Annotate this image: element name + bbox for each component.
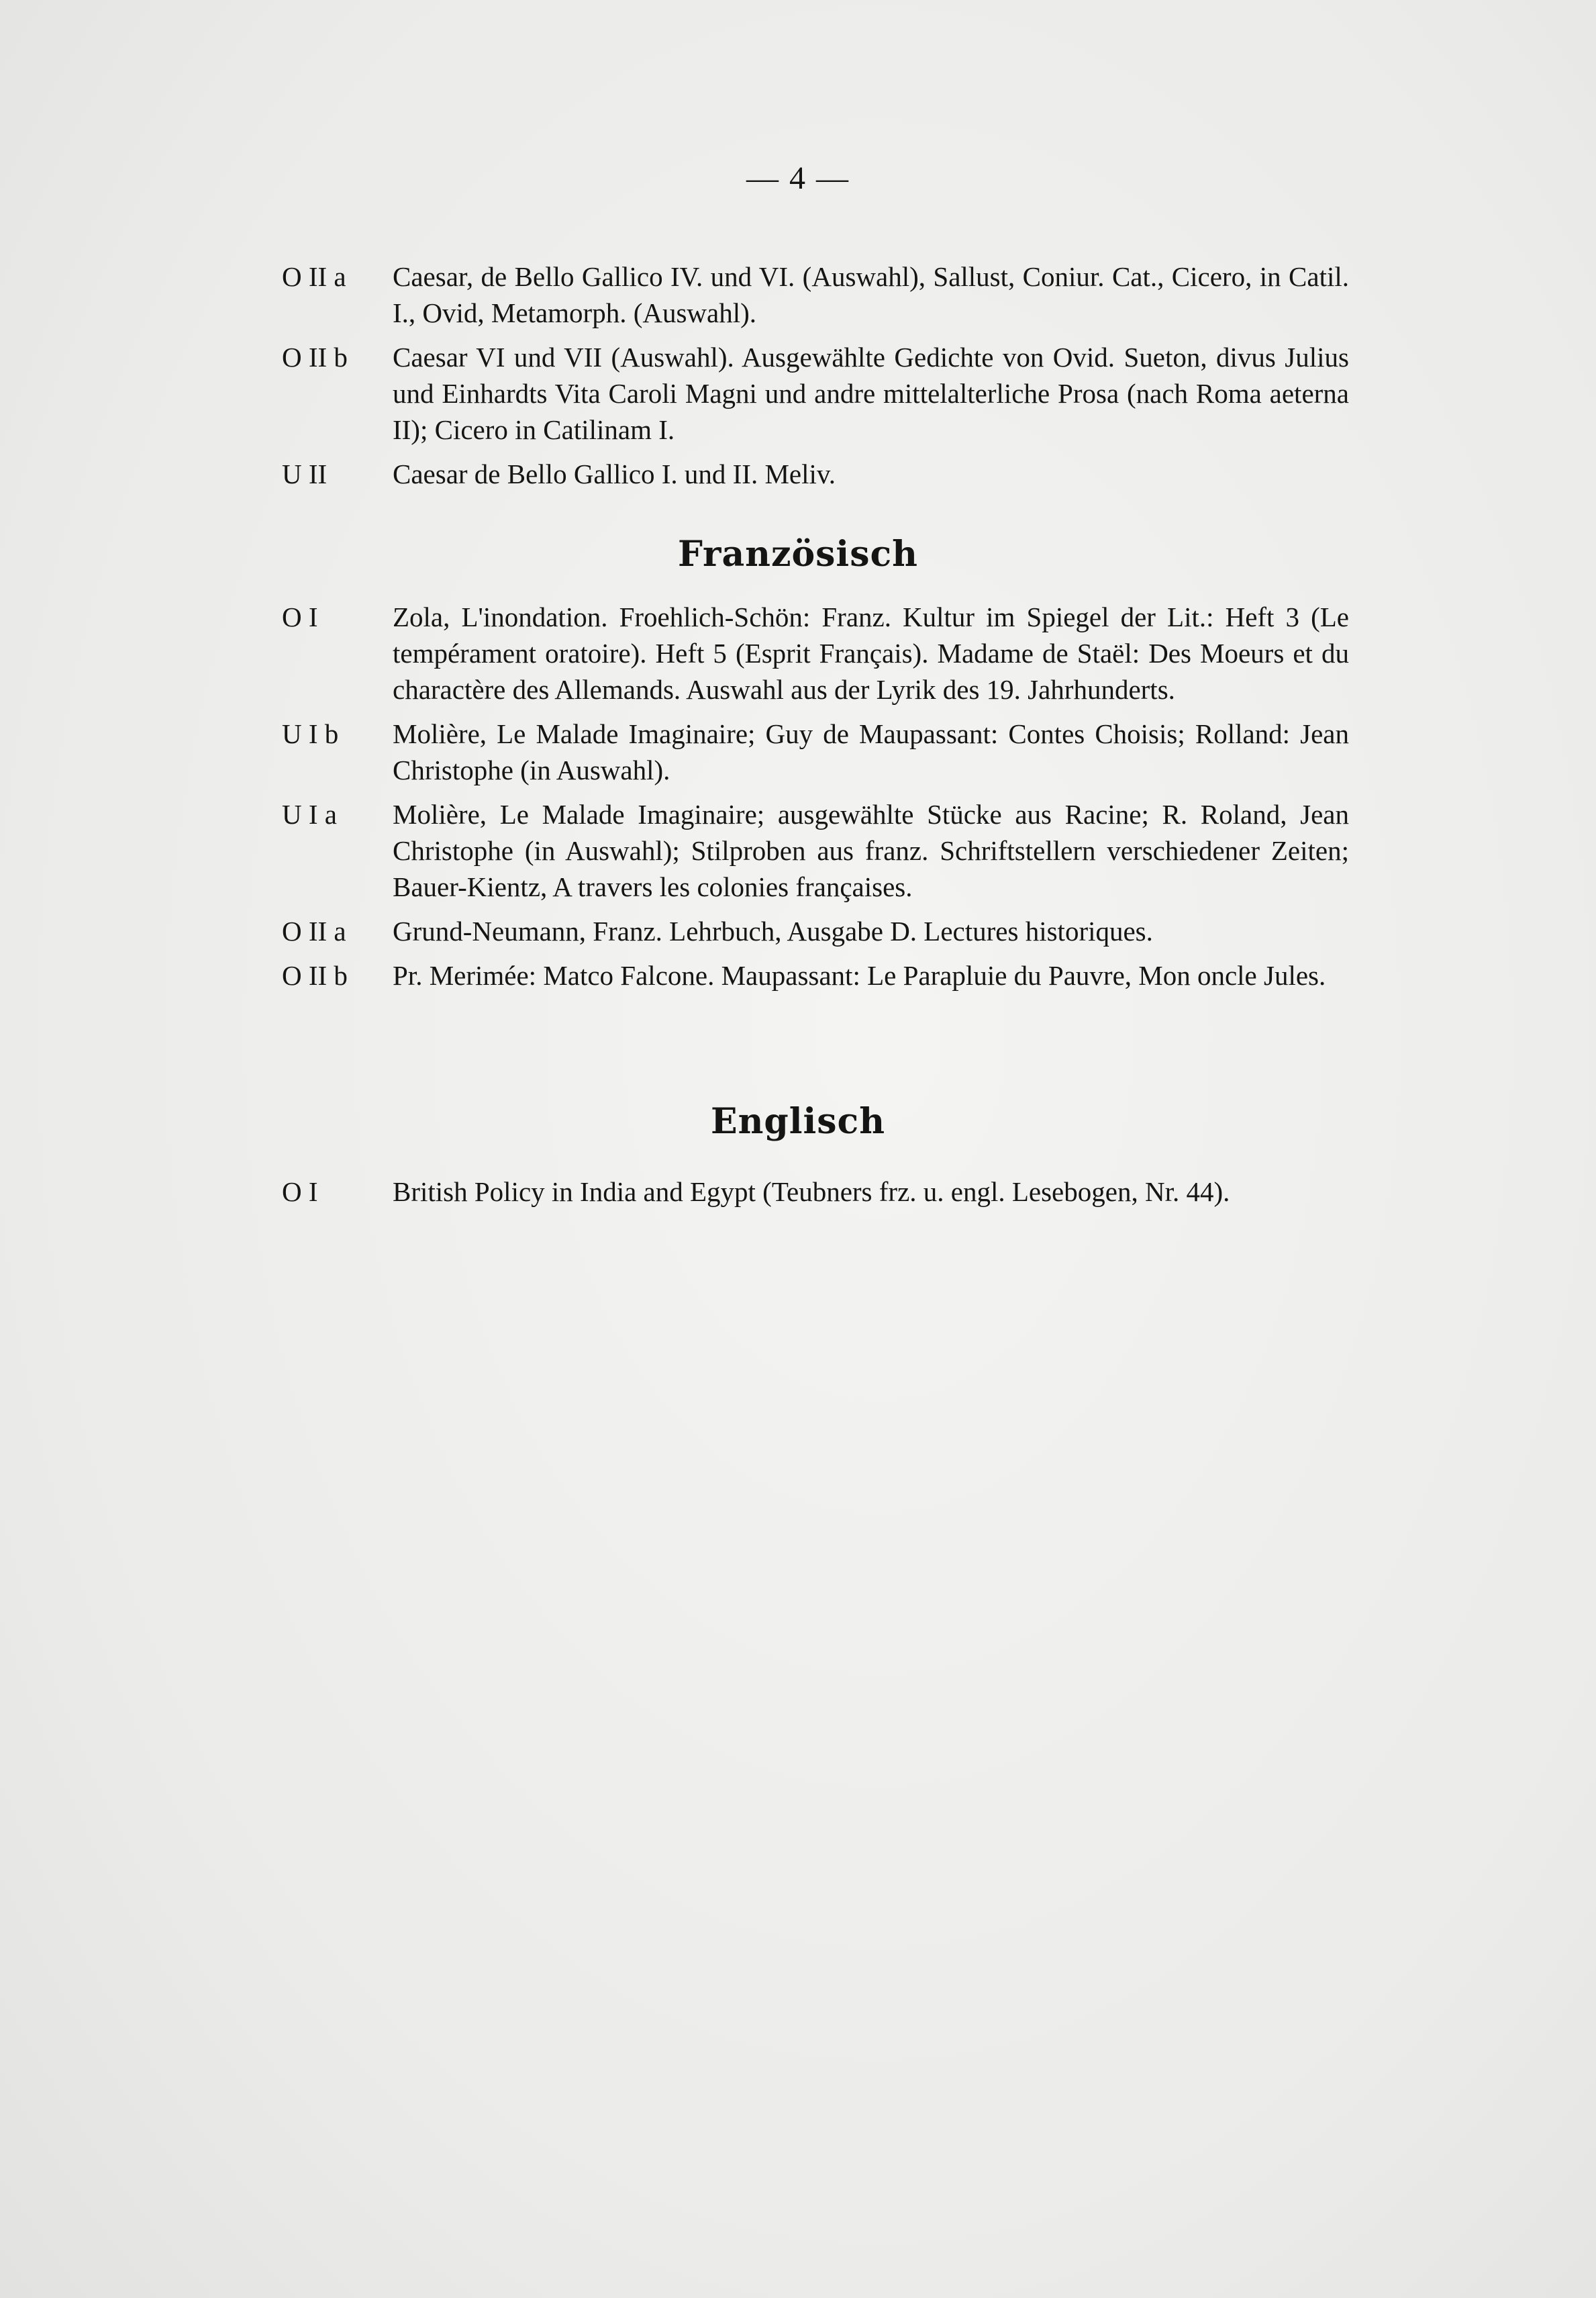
- reading-text: Grund-Neumann, Franz. Lehrbuch, Ausgabe D. Lectures historiques.: [393, 916, 1153, 947]
- class-label: O II b: [282, 342, 348, 373]
- french-heading: Französisch: [678, 534, 918, 575]
- french-section: [282, 599, 1349, 1002]
- class-label: U I a: [282, 799, 337, 830]
- list-item: [282, 796, 1349, 905]
- reading-text: Pr. Merimée: Matco Falcone. Maupassant: Le Parapluie du Pauvre, Mon oncle Jules.: [393, 960, 1326, 991]
- list-item: [282, 456, 1349, 492]
- class-label: U II: [282, 459, 328, 489]
- class-label: U I b: [282, 718, 339, 749]
- class-label: O II b: [282, 960, 348, 991]
- list-item: [282, 599, 1349, 708]
- reading-text: Molière, Le Malade Imaginaire; Guy de Maupassant: Contes Choisis; Rolland: Jean Christophe (in Auswahl).: [393, 718, 1349, 785]
- class-label: O I: [282, 602, 318, 632]
- list-item: [282, 913, 1349, 949]
- list-item: [282, 957, 1349, 994]
- list-item: [282, 339, 1349, 448]
- reading-text: Molière, Le Malade Imaginaire; ausgewählte Stücke aus Racine; R. Roland, Jean Christophe (in Auswahl); Stilproben aus franz. Schriftstellern verschiedener Zeiten; Bauer-Kientz, A travers les colonies françaises.: [393, 799, 1349, 902]
- reading-text: Caesar de Bello Gallico I. und II. Meliv.: [393, 459, 836, 489]
- list-item: [282, 258, 1349, 331]
- reading-text: Caesar, de Bello Gallico IV. und VI. (Auswahl), Sallust, Coniur. Cat., Cicero, in Catil. I., Ovid, Metamorph. (Auswahl).: [393, 261, 1349, 328]
- english-heading: Englisch: [710, 1101, 886, 1142]
- reading-text: British Policy in India and Egypt (Teubners frz. u. engl. Lesebogen, Nr. 44).: [393, 1176, 1230, 1207]
- page-number: — 4 —: [746, 160, 850, 196]
- class-label: O I: [282, 1176, 318, 1207]
- class-label: O II a: [282, 261, 346, 292]
- class-label: O II a: [282, 916, 346, 947]
- list-item: [282, 1174, 1349, 1210]
- list-item: [282, 716, 1349, 788]
- english-section: [282, 1174, 1349, 1218]
- latin-section: [282, 258, 1349, 500]
- reading-text: Zola, L'inondation. Froehlich-Schön: Franz. Kultur im Spiegel der Lit.: Heft 3 (Le tempérament oratoire). Heft 5 (Esprit Français). Madame de Staël: Des Moeurs et du charactère des Allemands. Auswahl aus der Lyrik des 19. Jahrhunderts.: [393, 602, 1349, 705]
- reading-text: Caesar VI und VII (Auswahl). Ausgewählte Gedichte von Ovid. Sueton, divus Julius und Einhardts Vita Caroli Magni und andre mittelalterliche Prosa (nach Roma aeterna II); Cicero in Catilinam I.: [393, 342, 1349, 445]
